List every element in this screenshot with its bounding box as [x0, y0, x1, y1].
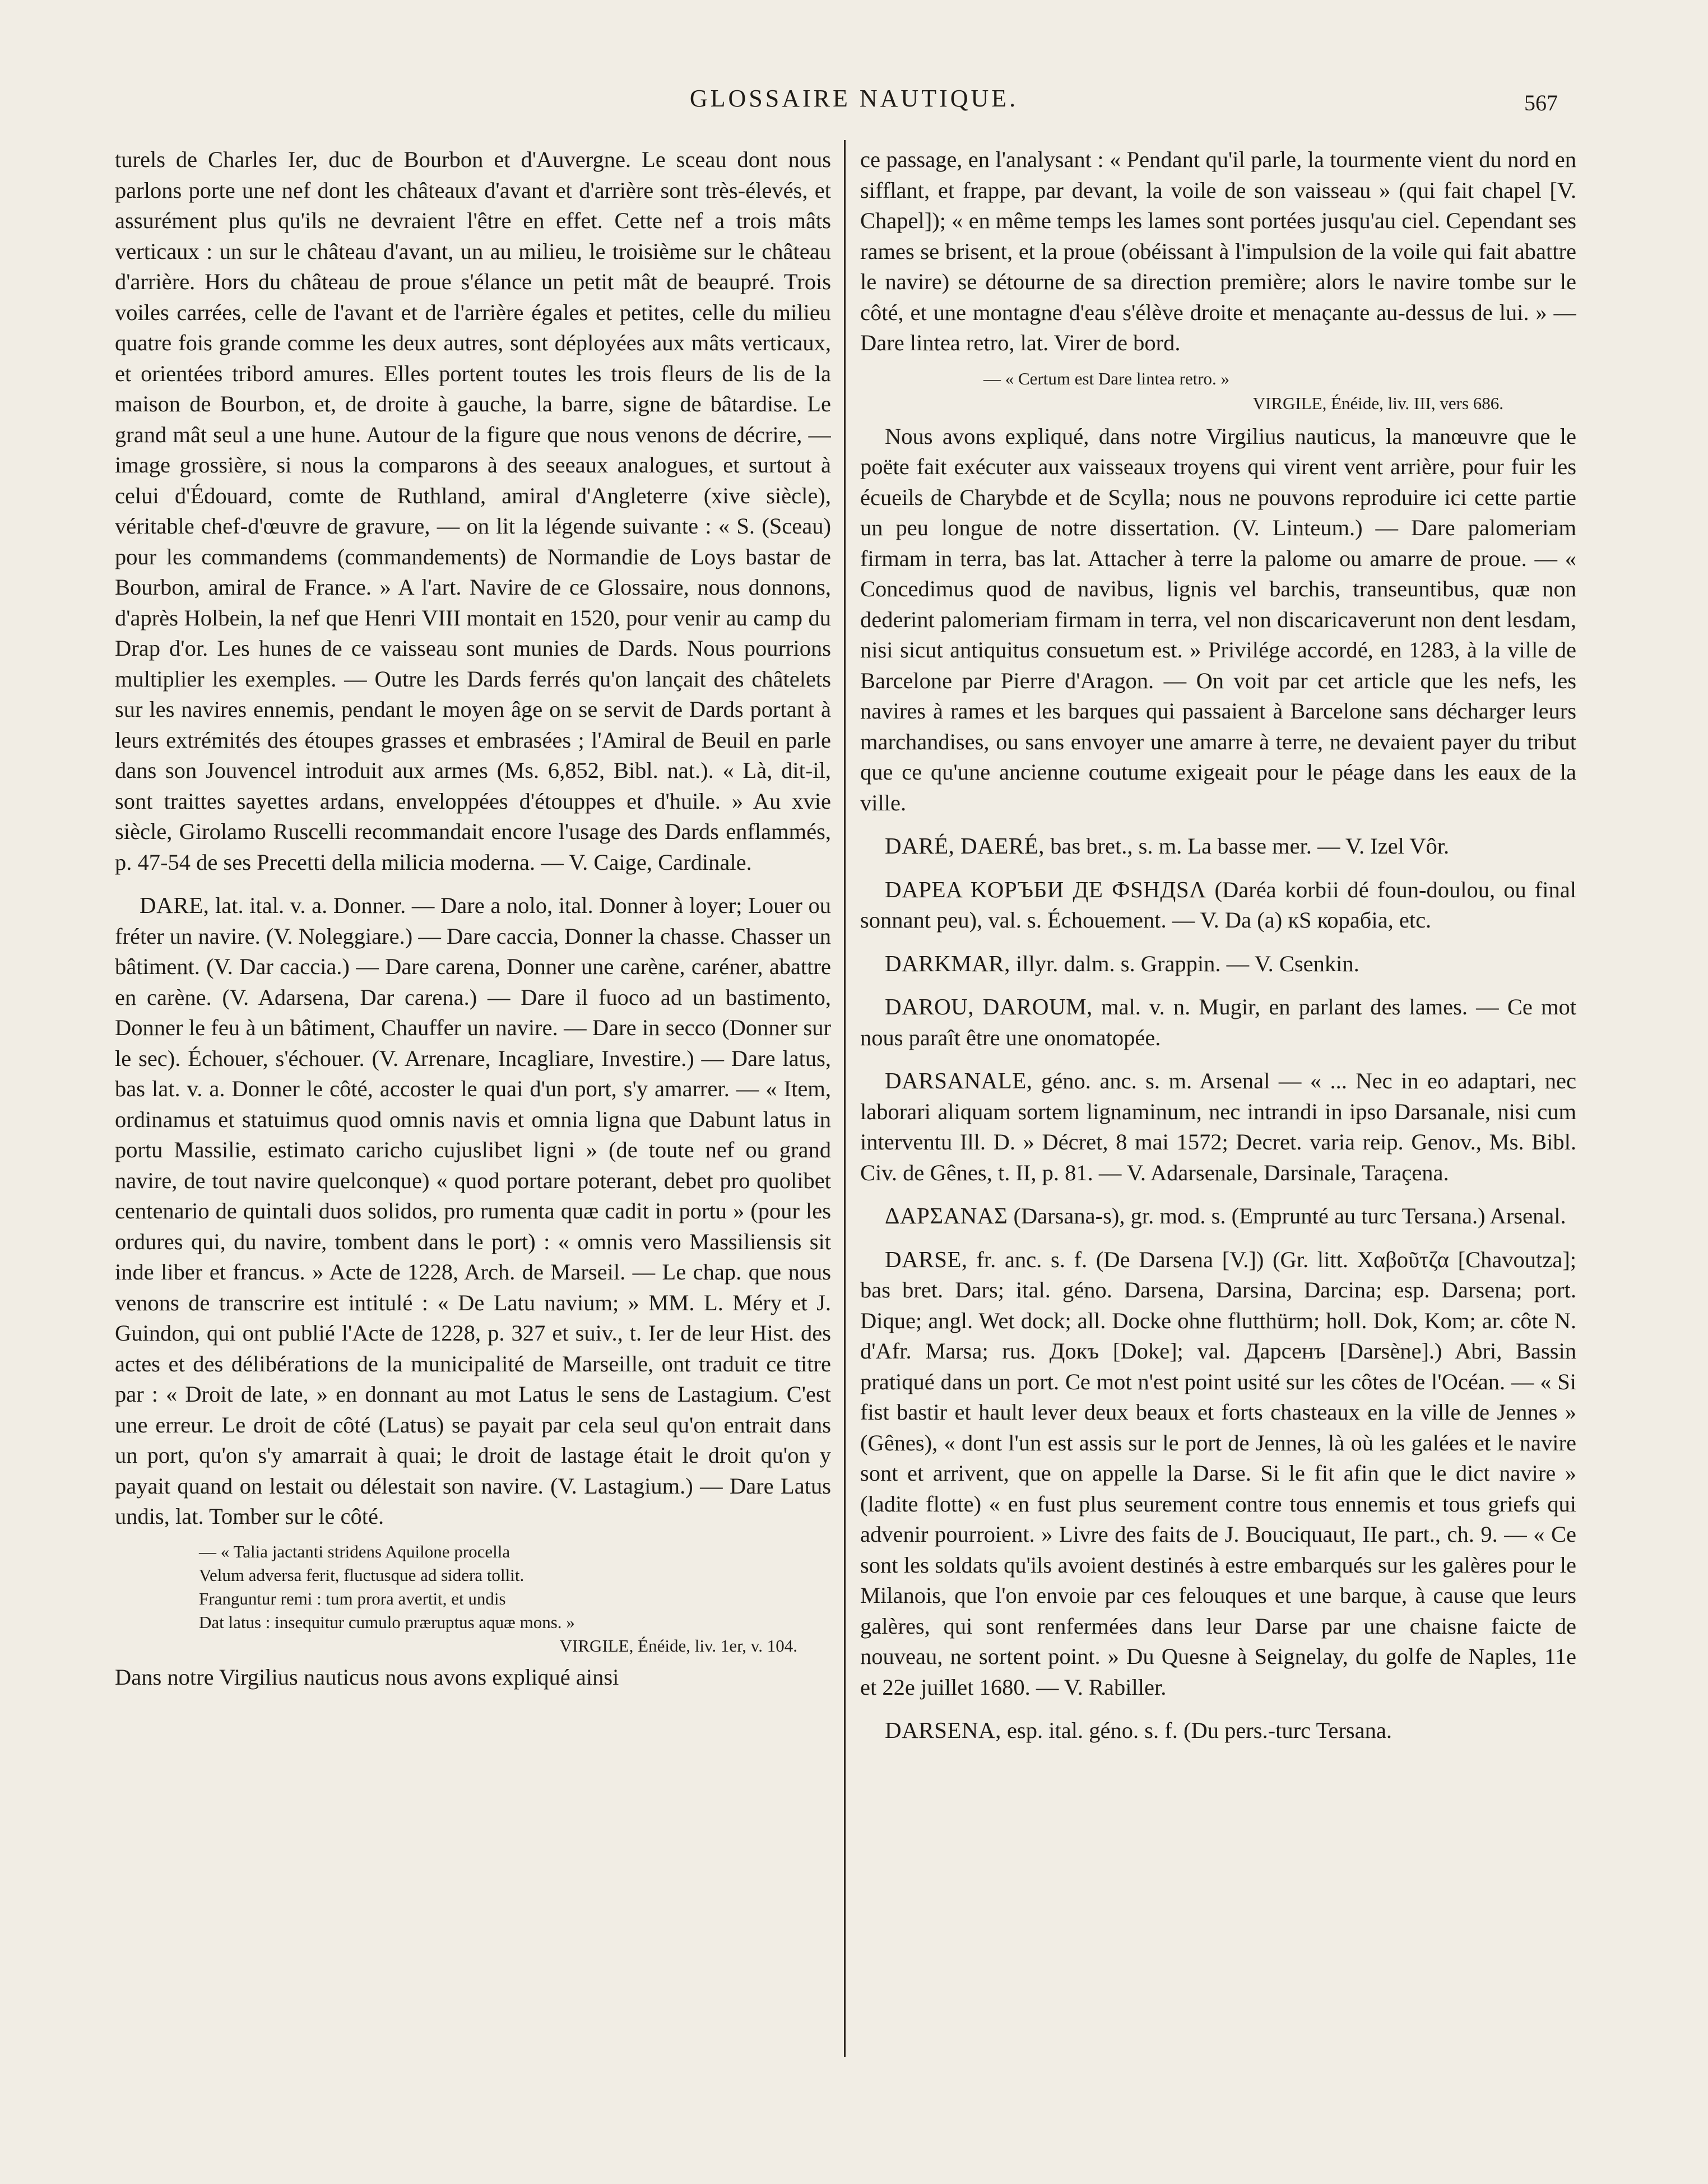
entry-body: esp. ital. géno. s. f. (Du pers.-turc Tersana.: [1007, 1718, 1392, 1743]
headword: DARSENA,: [885, 1717, 1001, 1743]
entry-body: illyr. dalm. s. Grappin. — V. Csenkin.: [1015, 950, 1359, 976]
entry-body: fr. anc. s. f. (De Darsena [V.]) (Gr. litt. Χαβοῦτζα [Chavoutza]; bas bret. Dars; ital. géno. Darsena, Darsina, Darcina; esp. Darsena; port. Dique; angl. Wet dock; all. Docke ohne flutthürm; holl. Dok, Kom; ar. côte N. d'Afr. Marsa; rus. Докъ [Doke]; val. Дарсенъ [Darsène].) Abri, Bassin pratiqué dans un port. Ce mot n'est point usité sur les côtes de l'Océan. — « Si fist bastir et hault lever deux beaux et forts chasteaux en la ville de Jennes » (Gênes), « dont l'un est assis sur le port de Jennes, là où les galées et le navire sont et arrivent, que on appelle la Darse. Si le fit afin que le dict navire » (ladite flotte) « en fust plus seurement contre tous ennemis et tous griefs qui advenir pourroient. » Livre des faits de J. Bouciquaut, IIe part., ch. 9. — « Ce sont les soldats qu'ils avoient destinés à estre embarqués sur les galères pour le Milanois, que l'on envoie par ces felouques et une barque, à cause que leurs galères, qui sont renfermées dans leur Darse par une chaisne faicte de nouveau, ne sortent point. » Du Quesne à Seignelay, du golfe de Naples, 11e et 22e juillet 1680. — V. Rabiller.: [860, 1246, 1576, 1700]
entry-darsanale: [860, 1065, 1576, 1188]
right-column: [860, 145, 1576, 2168]
headword: DARSE,: [885, 1246, 968, 1272]
verse-line: — « Certum est Dare lintea retro. »: [983, 368, 1230, 388]
headword: DARÉ, DAERÉ,: [885, 833, 1045, 859]
entry-body: (Darsana-s), gr. mod. s. (Emprunté au turc Tersana.) Arsenal.: [1013, 1203, 1566, 1228]
verse-line: Velum adversa ferit, fluctusque ad sidera tollit.: [199, 1565, 525, 1585]
entry-body: lat. ital. v. a. Donner. — Dare a nolo, ital. Donner à loyer; Louer ou fréter un navire. (V. Noleggiare.) — Dare caccia, Donner la chasse. Chasser un bâtiment. (V. Dar caccia.) — Dare carena, Donner une carène, caréner, abattre en carène. (V. Adarsena, Dar carena.) — Dare il fuoco ad un bastimento, Donner le feu à un bâtiment, Chauffer un navire. — Dare in secco (Donner sur le sec). Échouer, s'échouer. (V. Arrenare, Incagliare, Investire.) — Dare latus, bas lat. v. a. Donner le côté, accoster le quai d'un port, s'y amarrer. — « Item, ordinamus et statuimus quod omnis navis et omnia ligna que Dabunt latus in portu Massilie, estimato caricho cujuslibet ligni » (de toute nef ou grand navire, de tout navire quelconque) « quod portare poterant, debet pro quolibet centenario de quintali duos solidos, pro rumenta quæ cadit in portu » (pour les ordures qui, du navire, tombent dans le port) : « omnis vero Massiliensis sit inde liber et francus. » Acte de 1228, Arch. de Marseil. — Le chap. que nous venons de transcrire est intitulé : « De Latu navium; » MM. L. Méry et J. Guindon, qui ont publié l'Acte de 1228, p. 327 et suiv., t. Ier de leur Hist. des actes et des délibérations de la municipalité de Marseille, ont traduit ce titre par : « Droit de late, » en donnant au mot Latus le sens de Lastagium. C'est une erreur. Le droit de côté (Latus) se payait par cela seul qu'on entrait dans un port, qu'on s'y amarrait à quai; le droit de lastage était le droit qu'on y payait quand on lestait ou délestait son navire. (V. Lastagium.) — Dare Latus undis, lat. Tomber sur le côté.: [115, 893, 831, 1529]
verse-line: Franguntur remi : tum prora avertit, et undis: [199, 1588, 506, 1608]
entry-body: géno. anc. s. m. Arsenal — « ... Nec in eo adaptari, nec laborari aliquam sortem lignaminum, nec intrandi in ipso Darsanale, nisi cum interventu Ill. D. » Décret, 8 mai 1572; Decret. varia reip. Genov., Ms. Bibl. Civ. de Gênes, t. II, p. 81. — V. Adarsenale, Darsinale, Taraçena.: [860, 1068, 1576, 1185]
entry-body: bas bret., s. m. La basse mer. — V. Izel Vôr.: [1050, 833, 1450, 859]
headword: DAPEA KOPЪБИ ДЕ ФЅНДЅΛ: [885, 876, 1206, 902]
continued-paragraph: turels de Charles Ier, duc de Bourbon et d'Auvergne. Le sceau dont nous parlons porte une nef dont les châteaux d'avant et d'arrière sont très-élevés, et assurément plus qu'ils ne devraient l'être en effet. Cette nef a trois mâts verticaux : un sur le château d'avant, un au milieu, le troisième sur le château d'arrière. Hors du château de proue s'élance un petit mât de beaupré. Trois voiles carrées, celle de l'avant et de l'arrière égales et petites, celle du milieu quatre fois grande comme les deux autres, sont déployées aux mâts verticaux, et orientées tribord amures. Elles portent toutes les trois fleurs de lis de la maison de Bourbon, et, de droite à gauche, la barre, signe de bâtardise. Le grand mât seul a une hune. Autour de la figure que nous venons de décrire, — image grossière, si nous la comparons à des seeaux analogues, et surtout à celui d'Édouard, comte de Ruthland, amiral d'Angleterre (xive siècle), véritable chef-d'œuvre de gravure, — on lit la légende suivante : « S. (Sceau) pour les commandems (commandements) de Normandie de Loys bastar de Bourbon, amiral de France. » A l'art. Navire de ce Glossaire, nous donnons, d'après Holbein, la nef que Henri VIII montait en 1520, pour venir au camp du Drap d'or. Les hunes de ce vaisseau sont munies de Dards. Nous pourrions multiplier les exemples. — Outre les Dards ferrés qu'on lançait des châtelets sur les navires ennemis, pendant le moyen âge on se servit de Dards portant à leurs extrémités des étoupes grasses et embrasées ; l'Amiral de Beuil en parle dans son Jouvencel introduit aux armes (Ms. 6,852, Bibl. nat.). « Là, dit-il, sont traittes sayettes ardans, enveloppées d'étouppes et d'huile. » Au xvie siècle, Girolamo Ruscelli recommandait encore l'usage des Dards enflammés, p. 47-54 de ses Precetti della milicia moderna. — V. Caige, Cardinale.: [115, 147, 831, 875]
verse-quotation: [115, 1540, 831, 1658]
left-column: [115, 145, 831, 2168]
entry-dare-daere: [860, 831, 1576, 862]
headword: DAROU, DAROUM,: [885, 994, 1093, 1019]
entry-darsena: [860, 1715, 1576, 1746]
running-title: GLOSSAIRE NAUTIQUE.: [689, 85, 1019, 112]
entry-darou: [860, 991, 1576, 1053]
verse-quotation: [860, 367, 1576, 416]
verse-source: VIRGILE, Énéide, liv. III, vers 686.: [1252, 393, 1503, 413]
closing-line: Dans notre Virgilius nauticus nous avons expliqué ainsi: [115, 1664, 619, 1690]
headword: DARSANALE,: [885, 1068, 1033, 1093]
entry-darsanas-greek: [860, 1200, 1576, 1232]
entry-darkmar: [860, 948, 1576, 980]
paragraph: Nous avons expliqué, dans notre Virgilius nauticus, la manœuvre que le poëte fait exécuter aux vaisseaux troyens qui virent vent arrière, pour fuir les écueils de Charybde et de Scylla; nous ne pouvons reproduire ici cette partie un peu longue de notre dissertation. (V. Linteum.) — Dare palomeriam firmam in terra, bas lat. Attacher à terre la palome ou amarre de proue. — « Concedimus quod de navibus, lignis vel barchis, transeuntibus, quæ non dederint palomeriam firmam in terra, vel non discaricaverunt non dent lesdam, nisi sicut antiquitus consuetum est. » Privilége accordé, en 1283, à la ville de Barcelone par Pierre d'Aragon. — On voit par cet article que les nefs, les navires à rames et les barques qui passaient à Barcelone sans décharger leurs marchandises, ou sans envoyer une amarre à terre, ne devaient payer du tribut que ce qu'une ancienne coutume exigeait pour le péage dans les eaux de la ville.: [860, 423, 1576, 815]
verse-line: — « Talia jactanti stridens Aquilone procella: [199, 1541, 510, 1561]
entry-dare: [115, 890, 831, 1532]
headword: DARE,: [140, 892, 210, 918]
verse-line: Dat latus : insequitur cumulo præruptus aquæ mons. »: [199, 1612, 575, 1632]
continued-paragraph: ce passage, en l'analysant : « Pendant qu'il parle, la tourmente vient du nord en sifflant, et frappe, par devant, la voile de son vaisseau » (qui fait chapel [V. Chapel]); « en même temps les lames sont portées jusqu'au ciel. Cependant ses rames se brisent, et la proue (obéissant à l'impulsion de la voile qui fait abattre le navire) se détourne de sa direction première; alors le navire tombe sur le côté, et une montagne d'eau s'élève droite et menaçante au-dessus de lui. » — Dare lintea retro, lat. Virer de bord.: [860, 147, 1576, 355]
entry-darse: [860, 1244, 1576, 1703]
headword: DARKMAR,: [885, 950, 1010, 976]
entry-darea: [860, 874, 1576, 936]
column-divider: [844, 140, 846, 2057]
entry-body: (Daréa korbii dé foun-doulou, ou final sonnant peu), val. s. Échouement. — V. Da (a) кЅ корабіа, etc.: [860, 877, 1576, 933]
verse-source: VIRGILE, Énéide, liv. 1er, v. 104.: [559, 1635, 797, 1656]
entry-body: mal. v. n. Mugir, en parlant des lames. — Ce mot nous paraît être une onomatopée.: [860, 994, 1576, 1050]
headword: ΔΑΡΣΑΝΑΣ: [885, 1203, 1008, 1228]
page-number: 567: [1524, 90, 1558, 115]
